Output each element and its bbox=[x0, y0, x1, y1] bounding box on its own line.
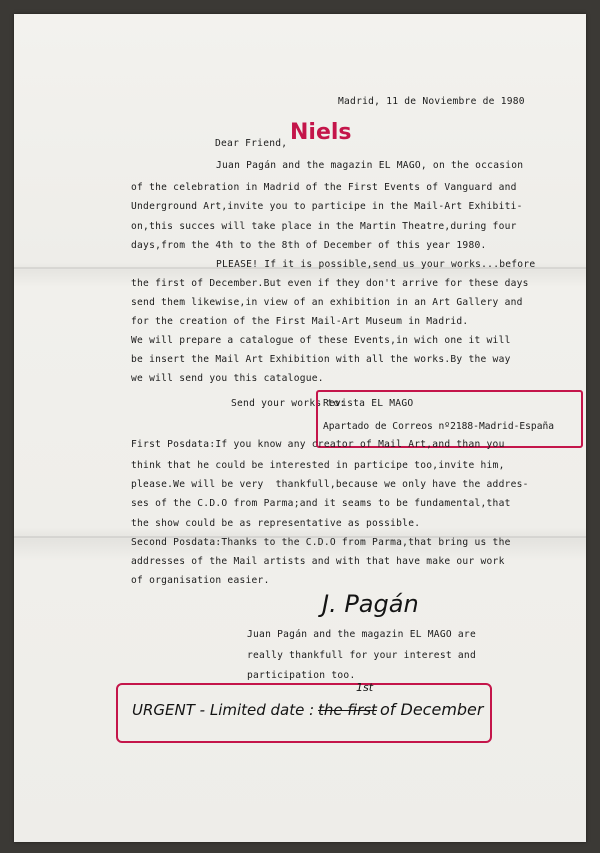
body-line: send them likewise,in view of an exhibition in an Art Gallery and bbox=[131, 297, 523, 308]
urgent-prefix: URGENT - Limited date : bbox=[132, 701, 315, 719]
closing-line: Juan Pagán and the magazin EL MAGO are bbox=[247, 629, 476, 640]
postscript-line: think that he could be interested in participe too,invite him, bbox=[131, 460, 505, 471]
urgent-suffix: of December bbox=[380, 700, 484, 719]
signature: J. Pagán bbox=[322, 590, 419, 618]
urgent-correction: 1st bbox=[356, 681, 374, 694]
body-line: we will send you this catalogue. bbox=[131, 373, 324, 384]
body-line: days,from the 4th to the 8th of December of this year 1980. bbox=[131, 240, 487, 251]
body-line: We will prepare a catalogue of these Events,in wich one it will bbox=[131, 335, 511, 346]
postscript-line: addresses of the Mail artists and with that have make our work bbox=[131, 556, 505, 567]
postscript-line: Second Posdata:Thanks to the C.D.O from Parma,that bring us the bbox=[131, 537, 511, 548]
postscript-line: please.We will be very thankfull,because we only have the addres- bbox=[131, 479, 529, 490]
body-line: be insert the Mail Art Exhibition with all the works.By the way bbox=[131, 354, 511, 365]
body-line: for the creation of the First Mail-Art Museum in Madrid. bbox=[131, 316, 469, 327]
body-line: Juan Pagán and the magazin EL MAGO, on the occasion bbox=[216, 160, 524, 171]
closing-line: really thankfull for your interest and bbox=[247, 650, 476, 661]
body-line: on,this succes will take place in the Martin Theatre,during four bbox=[131, 221, 517, 232]
send-works-label: Send your works to: bbox=[231, 398, 346, 409]
address-line: Revista EL MAGO bbox=[323, 398, 414, 409]
postscript-line: ses of the C.D.O from Parma;and it seams to be fundamental,that bbox=[131, 498, 511, 509]
closing-line: participation too. bbox=[247, 670, 356, 681]
address-line: Apartado de Correos nº2188-Madrid-España bbox=[323, 421, 555, 432]
body-line: PLEASE! If it is possible,send us your works...before bbox=[216, 259, 536, 270]
body-line: Underground Art,invite you to participe in the Mail-Art Exhibiti- bbox=[131, 201, 523, 212]
postscript-line: of organisation easier. bbox=[131, 575, 270, 586]
postscript-line: the show could be as representative as possible. bbox=[131, 518, 421, 529]
dateline: Madrid, 11 de Noviembre de 1980 bbox=[338, 96, 525, 107]
body-line: the first of December.But even if they don't arrive for these days bbox=[131, 278, 529, 289]
body-line: of the celebration in Madrid of the First Events of Vanguard and bbox=[131, 182, 517, 193]
recipient-name-handwritten: Niels bbox=[290, 120, 352, 145]
postscript-line: First Posdata:If you know any creator of Mail Art,and than you bbox=[131, 439, 505, 450]
salutation: Dear Friend, bbox=[215, 138, 288, 149]
urgent-struck-text: the first bbox=[318, 701, 377, 719]
